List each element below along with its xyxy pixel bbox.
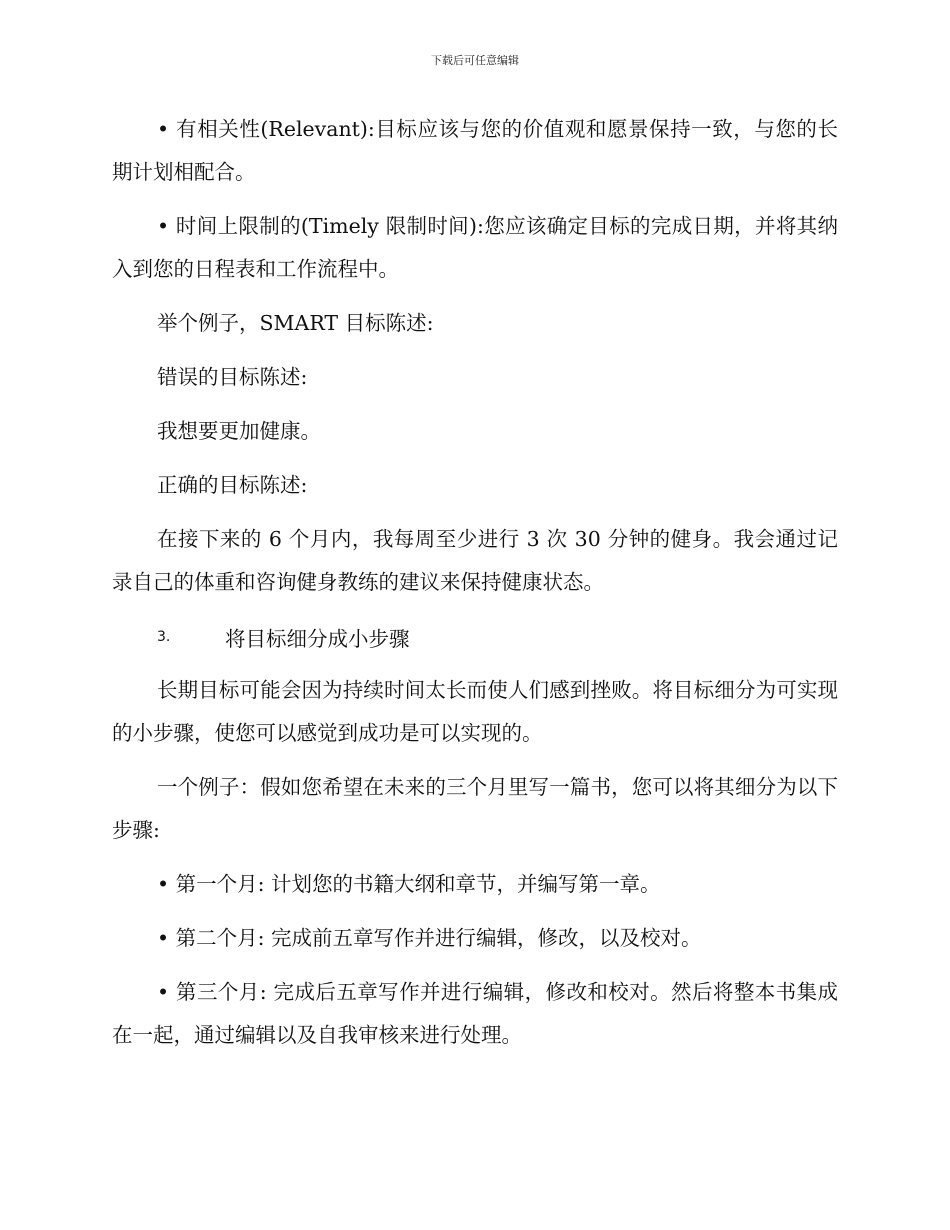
- paragraph-long-term-goals: 长期目标可能会因为持续时间太长而使人们感到挫败。将目标细分为可实现的小步骤，使您可以感觉到成功是可以实现的。: [112, 678, 838, 745]
- paragraph-month-three: • 第三个月: 完成后五章写作并进行编辑，修改和校对。然后将整本书集成在一起，通过编辑以及自我审核来进行处理。: [112, 980, 838, 1047]
- paragraph-correct-statement: 在接下来的 6 个月内，我每周至少进行 3 次 30 分钟的健身。我会通过记录自己的体重和咨询健身教练的建议来保持健康状态。: [112, 527, 838, 594]
- paragraph-wrong-label: 错误的目标陈述:: [157, 365, 308, 389]
- document-body: [112, 108, 838, 1068]
- paragraph-wrong-statement: 我想要更加健康。: [157, 419, 321, 443]
- section-title: 将目标细分成小步骤: [225, 626, 410, 651]
- paragraph-relevant: • 有相关性(Relevant):目标应该与您的价值观和愿景保持一致，与您的长期计划相配合。: [112, 117, 838, 184]
- section-number: 3.: [157, 628, 171, 645]
- section-heading: [112, 615, 838, 658]
- paragraph-correct-label: 正确的目标陈述:: [157, 473, 308, 497]
- paragraph-month-one: • 第一个月: 计划您的书籍大纲和章节，并编写第一章。: [157, 872, 661, 896]
- paragraph-timely: • 时间上限制的(Timely 限制时间):您应该确定目标的完成日期，并将其纳入到您的日程表和工作流程中。: [112, 214, 838, 281]
- page-header: 下载后可任意编辑: [431, 54, 519, 67]
- paragraph-book-example: 一个例子：假如您希望在未来的三个月里写一篇书，您可以将其细分为以下步骤:: [112, 775, 838, 842]
- paragraph-example-intro: 举个例子，SMART 目标陈述:: [157, 311, 434, 335]
- paragraph-month-two: • 第二个月: 完成前五章写作并进行编辑，修改，以及校对。: [157, 926, 702, 950]
